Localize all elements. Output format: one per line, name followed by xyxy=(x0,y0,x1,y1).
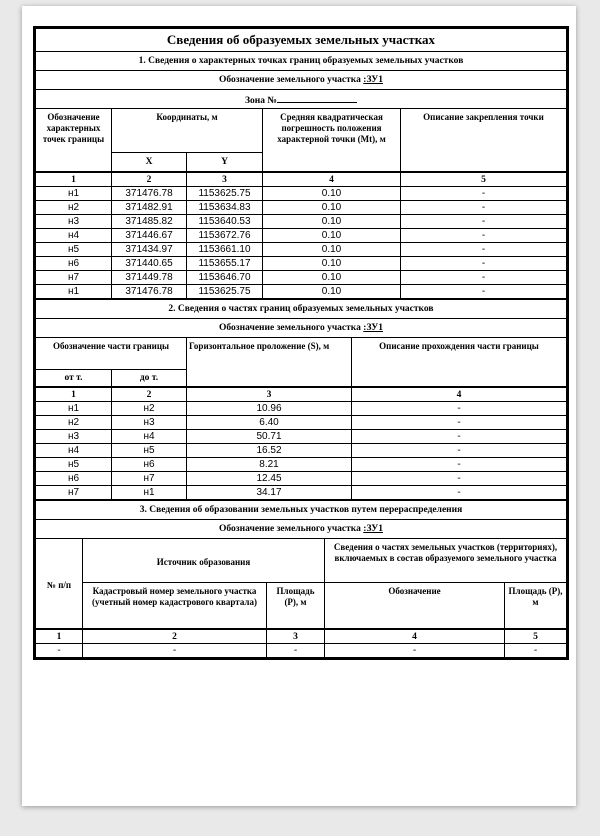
col-from-point: от т. xyxy=(36,370,112,388)
fixing-description: - xyxy=(401,285,567,299)
col-included-parts: Сведения о частях земельных участков (территориях), включаемых в состав образуемого земельного участка xyxy=(325,539,567,583)
coord-y: 1153661.10 xyxy=(187,243,263,257)
table-row xyxy=(36,187,567,201)
col-x: X xyxy=(112,153,187,173)
col-to-point: до т. xyxy=(112,370,187,388)
col-boundary-part: Обозначение части границы xyxy=(36,338,187,370)
boundary-description: - xyxy=(352,486,567,500)
coord-x: 371482.91 xyxy=(112,201,187,215)
mean-error: 0.10 xyxy=(263,243,401,257)
zone-row xyxy=(36,90,567,109)
table-row xyxy=(36,644,567,658)
section1-heading: 1. Сведения о характерных точках границ образуемых земельных участков xyxy=(36,52,567,71)
to-point: н1 xyxy=(112,486,187,500)
part-area: - xyxy=(505,644,567,658)
plot-code: :ЗУ1 xyxy=(363,75,383,85)
point-id: н1 xyxy=(36,285,112,299)
column-number: 4 xyxy=(263,172,401,187)
column-number: 5 xyxy=(505,629,567,644)
col-point-designation: Обозначение характерных точек границы xyxy=(36,109,112,173)
from-point: н6 xyxy=(36,472,112,486)
column-number: 1 xyxy=(36,387,112,402)
mean-error: 0.10 xyxy=(263,285,401,299)
zone-label: Зона № xyxy=(245,95,277,106)
from-point: н1 xyxy=(36,402,112,416)
point-id: н2 xyxy=(36,201,112,215)
plot-label: Обозначение земельного участка xyxy=(219,524,364,534)
from-point: н5 xyxy=(36,458,112,472)
plot-code: :ЗУ1 xyxy=(363,323,383,333)
col-coordinates: Координаты, м xyxy=(112,109,263,153)
coord-x: 371485.82 xyxy=(112,215,187,229)
col-mean-error: Средняя квадратическая погрешность положения характерной точки (Mt), м xyxy=(263,109,401,173)
plot-code: :ЗУ1 xyxy=(363,524,383,534)
boundary-description: - xyxy=(352,458,567,472)
column-numbers-row xyxy=(36,629,567,644)
col-row-number: № п/п xyxy=(36,539,83,630)
col-part-area: Площадь (P), м xyxy=(505,583,567,630)
table-row xyxy=(36,444,567,458)
column-number: 5 xyxy=(401,172,567,187)
table-row xyxy=(36,257,567,271)
mean-error: 0.10 xyxy=(263,257,401,271)
coord-y: 1153640.53 xyxy=(187,215,263,229)
section3-heading: 3. Сведения об образовании земельных участков путем перераспределения xyxy=(36,501,567,520)
point-id: н5 xyxy=(36,243,112,257)
section1-plot-designation xyxy=(36,71,567,90)
table-row xyxy=(36,243,567,257)
document-page xyxy=(22,6,576,806)
fixing-description: - xyxy=(401,257,567,271)
section2-plot-designation xyxy=(36,319,567,338)
table-row xyxy=(36,229,567,243)
source-area: - xyxy=(267,644,325,658)
distance: 50.71 xyxy=(187,430,352,444)
coord-y: 1153646.70 xyxy=(187,271,263,285)
to-point: н7 xyxy=(112,472,187,486)
coord-y: 1153672.76 xyxy=(187,229,263,243)
table-row xyxy=(36,472,567,486)
col-horizontal-distance: Горизонтальное проложение (S), м xyxy=(187,338,352,388)
distance: 10.96 xyxy=(187,402,352,416)
table-row xyxy=(36,430,567,444)
to-point: н6 xyxy=(112,458,187,472)
col-boundary-description: Описание прохождения части границы xyxy=(352,338,567,388)
fixing-description: - xyxy=(401,229,567,243)
column-number: 1 xyxy=(36,629,83,644)
to-point: н3 xyxy=(112,416,187,430)
point-id: н4 xyxy=(36,229,112,243)
col-cadastral-number: Кадастровый номер земельного участка (учетный номер кадастрового квартала) xyxy=(83,583,267,630)
boundary-description: - xyxy=(352,402,567,416)
point-id: н7 xyxy=(36,271,112,285)
column-number: 3 xyxy=(267,629,325,644)
mean-error: 0.10 xyxy=(263,271,401,285)
col-y: Y xyxy=(187,153,263,173)
coord-y: 1153655.17 xyxy=(187,257,263,271)
section3-table xyxy=(35,500,567,658)
column-number: 3 xyxy=(187,172,263,187)
fixing-description: - xyxy=(401,243,567,257)
column-number: 2 xyxy=(83,629,267,644)
boundary-description: - xyxy=(352,472,567,486)
cadastral-number: - xyxy=(83,644,267,658)
coord-y: 1153625.75 xyxy=(187,285,263,299)
coord-y: 1153625.75 xyxy=(187,187,263,201)
boundary-description: - xyxy=(352,444,567,458)
section2-heading: 2. Сведения о частях границ образуемых земельных участков xyxy=(36,300,567,319)
distance: 34.17 xyxy=(187,486,352,500)
point-id: н3 xyxy=(36,215,112,229)
coord-x: 371434.97 xyxy=(112,243,187,257)
table-row xyxy=(36,285,567,299)
plot-label: Обозначение земельного участка xyxy=(219,75,364,85)
mean-error: 0.10 xyxy=(263,229,401,243)
coord-y: 1153634.83 xyxy=(187,201,263,215)
coord-x: 371440.65 xyxy=(112,257,187,271)
fixing-description: - xyxy=(401,201,567,215)
row-number: - xyxy=(36,644,83,658)
designation: - xyxy=(325,644,505,658)
fixing-description: - xyxy=(401,187,567,201)
fixing-description: - xyxy=(401,271,567,285)
table-row xyxy=(36,215,567,229)
distance: 6.40 xyxy=(187,416,352,430)
table-row xyxy=(36,458,567,472)
plot-label: Обозначение земельного участка xyxy=(219,323,364,333)
column-number: 4 xyxy=(352,387,567,402)
to-point: н4 xyxy=(112,430,187,444)
to-point: н5 xyxy=(112,444,187,458)
coord-x: 371449.78 xyxy=(112,271,187,285)
column-number: 2 xyxy=(112,387,187,402)
section1-table xyxy=(35,28,567,299)
coord-x: 371476.78 xyxy=(112,187,187,201)
from-point: н7 xyxy=(36,486,112,500)
column-number: 2 xyxy=(112,172,187,187)
mean-error: 0.10 xyxy=(263,201,401,215)
from-point: н2 xyxy=(36,416,112,430)
column-numbers-row xyxy=(36,387,567,402)
from-point: н3 xyxy=(36,430,112,444)
mean-error: 0.10 xyxy=(263,215,401,229)
distance: 12.45 xyxy=(187,472,352,486)
table-row xyxy=(36,201,567,215)
fixing-description: - xyxy=(401,215,567,229)
point-id: н1 xyxy=(36,187,112,201)
coord-x: 371476.78 xyxy=(112,285,187,299)
table-row xyxy=(36,402,567,416)
column-number: 4 xyxy=(325,629,505,644)
col-designation: Обозначение xyxy=(325,583,505,630)
table-row xyxy=(36,416,567,430)
mean-error: 0.10 xyxy=(263,187,401,201)
boundary-description: - xyxy=(352,430,567,444)
column-number: 1 xyxy=(36,172,112,187)
section2-table xyxy=(35,299,567,500)
col-source: Источник образования xyxy=(83,539,325,583)
section3-plot-designation xyxy=(36,520,567,539)
col-fixing-description: Описание закрепления точки xyxy=(401,109,567,173)
zone-blank-line xyxy=(277,93,357,103)
table-row xyxy=(36,271,567,285)
to-point: н2 xyxy=(112,402,187,416)
document-title: Сведения об образуемых земельных участках xyxy=(36,29,567,52)
col-source-area: Площадь (P), м xyxy=(267,583,325,630)
column-numbers-row xyxy=(36,172,567,187)
coord-x: 371446.67 xyxy=(112,229,187,243)
point-id: н6 xyxy=(36,257,112,271)
from-point: н4 xyxy=(36,444,112,458)
document-frame xyxy=(33,26,569,660)
column-number: 3 xyxy=(187,387,352,402)
table-row xyxy=(36,486,567,500)
distance: 8.21 xyxy=(187,458,352,472)
distance: 16.52 xyxy=(187,444,352,458)
boundary-description: - xyxy=(352,416,567,430)
